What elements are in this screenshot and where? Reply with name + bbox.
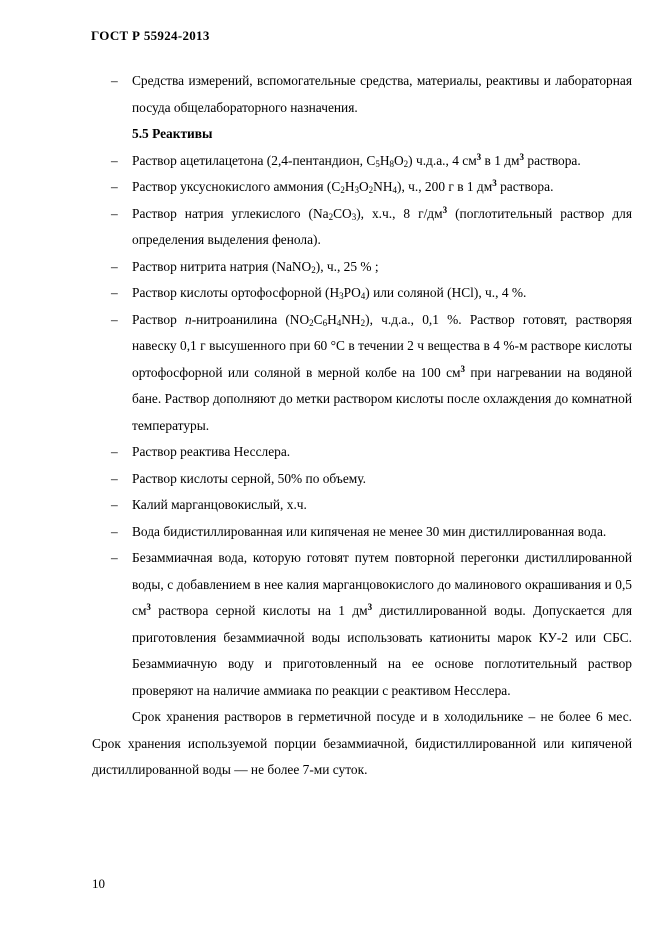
item-text: O [394,152,404,168]
list-item-acetylacetone [92,148,632,175]
list-item-sodium-nitrite [92,254,632,281]
storage-paragraph: Срок хранения растворов в герметичной посуде и в холодильнике – не более 6 мес. Срок хранения используемой порции безаммиачной, бидистиллированной или кипяченой дистиллированной воды — не более 7-ми суток. [92,709,632,777]
item-text: Раствор кислоты ортофосфорной (H [132,285,340,300]
item-text: Раствор ацетилацетона (2,4-пентандион, C [132,152,376,168]
subscript: 2 [403,158,409,169]
dash-marker: – [111,258,118,274]
item-text: ) ч.д.а., 4 см [408,152,477,168]
list-item-bidistilled-water [92,519,632,546]
dash-marker: – [111,497,118,512]
subscript: 2 [309,317,314,328]
subscript: 4 [360,291,366,301]
subscript: 2 [311,264,316,275]
item-text: Раствор реактива Несслера. [132,444,291,459]
item-text: Вода бидистиллированная или кипяченая не менее 30 мин дистиллированная вода. [132,523,607,539]
item-text: NH [341,311,361,327]
list-item-nitroaniline [92,307,632,440]
superscript: 3 [460,363,465,374]
subscript: 4 [336,317,342,328]
list-item-nessler [92,439,632,466]
dash-marker: – [111,311,118,327]
item-text: Калий марганцовокислый, х.ч. [132,497,307,512]
section-heading: 5.5 Реактивы [132,126,213,141]
subscript: 2 [360,317,366,328]
document-body [92,68,632,784]
item-text: ), ч., 25 % ; [315,258,379,274]
superscript: 3 [442,204,448,215]
item-text: Раствор [132,311,186,327]
item-text: NH [373,179,393,194]
superscript: 3 [492,178,497,188]
item-text: Раствор уксуснокислого аммония (C [132,179,341,194]
dash-marker: – [111,285,118,300]
superscript: 3 [519,151,525,162]
item-text: раствора. [524,152,581,168]
item-text: O [358,179,369,194]
dash-marker: – [111,470,118,486]
item-text: раствора серной кислоты на 1 дм [150,603,368,618]
item-text: ), ч.д.а., 0,1 %. Раствор готовят, растворяя навеску 0,1 г высушенного при 60 °С в течении 2 ч вещества в 4 %-м растворе кислоты ортофосфорной или соляной в мерной колбе на 100 см [132,311,632,380]
item-text: H [344,179,355,194]
subscript: 4 [392,185,397,195]
item-text: Раствор кислоты серной, 50% по объему. [132,470,366,486]
dash-marker: – [111,550,118,565]
dash-marker: – [111,73,118,88]
superscript: 3 [146,602,151,612]
list-item-measuring-tools [92,68,632,121]
subscript: 8 [389,158,394,169]
dash-marker: – [111,152,118,168]
superscript: 3 [367,602,373,612]
subscript: 2 [368,185,374,195]
list-item-sulfuric-acid [92,466,632,493]
dash-marker: – [111,205,118,221]
item-text: Средства измерений, вспомогательные средства, материалы, реактивы и лабораторная посуда общелабораторного назначения. [132,73,632,115]
superscript: 3 [476,151,482,162]
subscript: 3 [354,185,359,195]
item-text: (поглотительный раствор для определения выделения фенола). [132,205,632,247]
item-text: ), х.ч., 8 г/дм [356,205,443,221]
item-text: раствора. [496,179,554,194]
subscript: 3 [351,211,357,222]
subscript: 6 [322,317,328,328]
subscript: 2 [340,185,345,195]
dash-marker: – [111,523,118,539]
list-item-ammonium-acetate [92,174,632,201]
page-number: 10 [92,876,105,891]
dash-marker: – [111,444,118,459]
item-text: в 1 дм [481,152,520,168]
item-text: Раствор нитрита натрия (NaNO [132,258,312,274]
document-header: ГОСТ Р 55924-2013 [91,28,210,43]
item-text: H [327,311,337,327]
item-text: ), ч., 200 г в 1 дм [397,179,493,194]
dash-marker: – [111,179,118,194]
item-text: ) или соляной (HCl), ч., 4 %. [365,285,527,300]
list-item-permanganate [92,492,632,519]
item-text: Безаммиачная вода, которую готовят путем повторной перегонки дистиллированной воды, с добавлением в нее калия марганцовокислого до малинового окрашивания и 0,5 см [132,550,632,618]
subscript: 5 [375,158,380,169]
item-text: H [379,152,390,168]
item-text: при нагревании на водяной бане. Раствор дополняют до метки раствором кислоты после охлаждения до комнатной температуры. [132,364,632,433]
item-text: PO [343,285,361,300]
item-text: Раствор натрия углекислого (Na [132,205,329,221]
item-text: дистиллированной воды. Допускается для приготовления безаммиачной воды использовать катиониты марок КУ-2 или СБС. Безаммиачную воду и приготовленный на ее основе поглотительный раствор проверяют на наличие аммиака по реакции с реактивом Несслера. [132,603,632,698]
item-text: CO [333,205,352,221]
subscript: 3 [339,291,344,301]
italic-text: n [185,311,192,327]
list-item-ammonia-free-water [92,545,632,704]
item-text: -нитроанилина (NO [191,311,310,327]
subscript: 2 [328,211,334,222]
list-item-phosphoric-acid [92,280,632,307]
list-item-sodium-carbonate [92,201,632,254]
item-text: C [313,311,323,327]
